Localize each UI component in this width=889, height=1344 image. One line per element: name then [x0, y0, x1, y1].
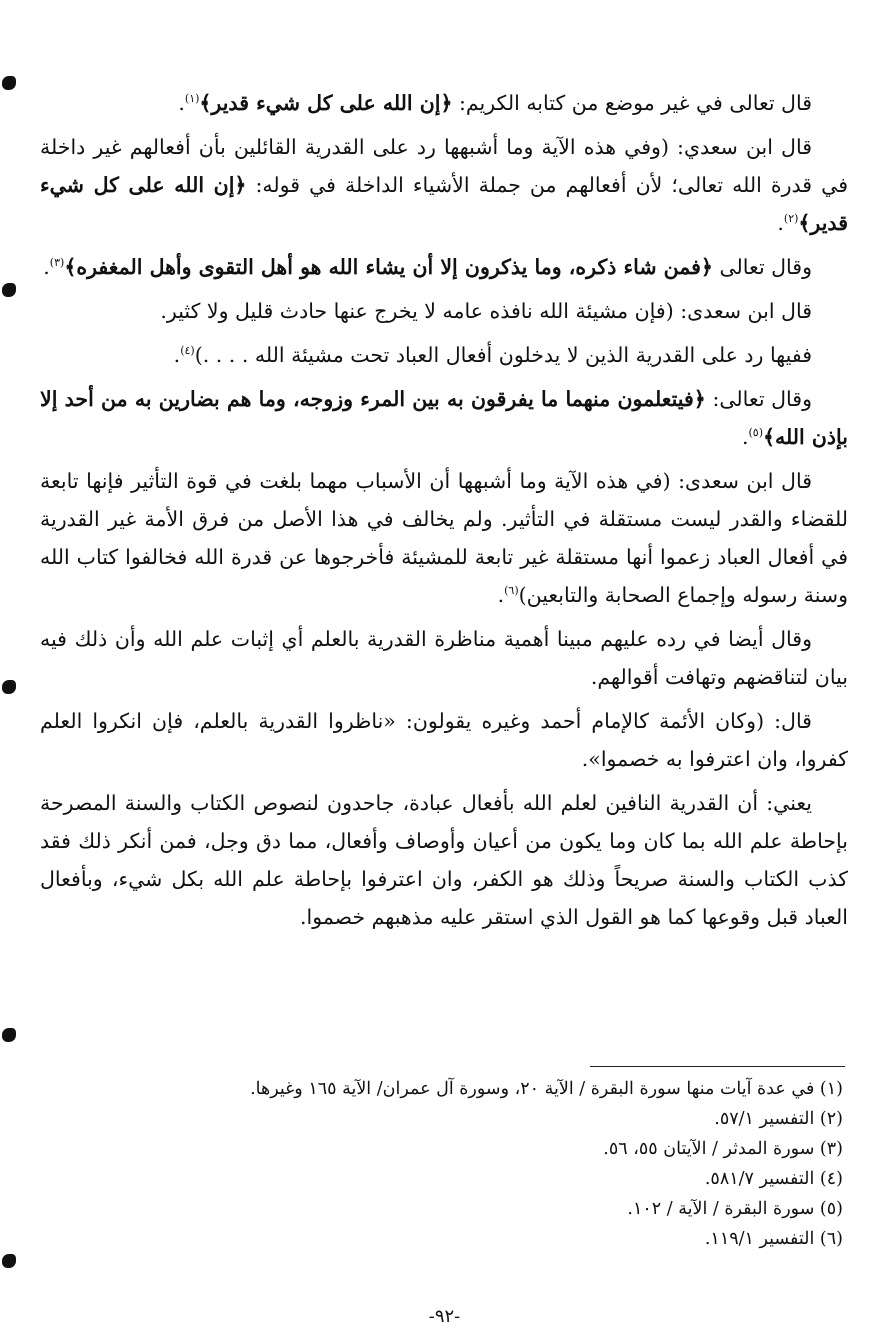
page-body	[40, 84, 848, 942]
text-run: .	[43, 255, 50, 279]
text-run: .	[173, 343, 181, 367]
paragraph-5	[40, 336, 848, 374]
margin-mark	[2, 1028, 16, 1042]
footnote-ref: (٢)	[783, 212, 799, 226]
footnote-ref: (٦)	[504, 584, 519, 598]
text-run: قال ابن سعدي: (وفي هذه الآية وما أشبهها رد على القدرية القائلين بأن أفعالهم غير داخلة في قدرة الله تعالى؛ لأن أفعالهم من جملة الأشياء الداخلة في قوله:	[40, 135, 849, 197]
text-run: .	[741, 425, 749, 449]
footnote-3: (٣) سورة المدثر / الآيتان ٥٥، ٥٦.	[603, 1139, 843, 1159]
margin-mark	[2, 680, 16, 694]
paragraph-10	[40, 784, 848, 936]
paragraph-1	[40, 84, 848, 122]
text-run: قال ابن سعدى: (فإن مشيئة الله نافذه عامه لا يخرج عنها حادث قليل ولا كثير.	[160, 299, 812, 323]
margin-mark	[2, 76, 16, 90]
quran-verse: ﴿إن الله على كل شيء قدير﴾	[199, 91, 453, 115]
page-number: -٩٢-	[428, 1306, 461, 1327]
text-run: وقال تعالى	[712, 255, 812, 279]
paragraph-7	[40, 462, 848, 614]
text-run: .	[178, 91, 185, 115]
text-run: ففيها رد على القدرية الذين لا يدخلون أفعال العباد تحت مشيئة الله . . . .)	[194, 343, 812, 367]
footnote-ref: (٣)	[49, 256, 65, 270]
footnote-ref: (١)	[184, 92, 200, 106]
text-run: يعني: أن القدرية النافين لعلم الله بأفعال عبادة، جاحدون لنصوص الكتاب والسنة المصرحة بإحاطة علم الله بما كان وما يكون من أعيان وأوصاف وأفعال، مما دق وجل، فمن أنكر ذلك فقد كذب الكتاب والسنة صريحاً وذلك هو الكفر، وان اعترفوا بإحاطة علم الله بكل شيء، وبأفعال العباد قبل وقوعها كما هو القول الذي استقر عليه مذهبهم خصموا.	[40, 791, 848, 929]
margin-mark	[2, 283, 16, 297]
footnote-5: (٥) سورة البقرة / الآية / ١٠٢.	[627, 1199, 843, 1219]
quran-verse: ﴿إن الله على كل شيء قدير﴾	[40, 173, 848, 235]
footnote-2: (٢) التفسير ٥٧/١.	[714, 1109, 843, 1129]
footnote-6: (٦) التفسير ١١٩/١.	[704, 1229, 843, 1249]
text-run: قال ابن سعدى: (في هذه الآية وما أشبهها أن الأسباب مهما بلغت في قوة التأثير فإنها تابعة للقضاء والقدر ليست مستقلة في التأثير. ولم يخالف في هذا الأصل من فرق الأمة غير القدرية في أفعال العباد زعموا أنها مستقلة غير تابعة للمشيئة فأخرجوها عن قدرة الله فخالفوا كتاب الله وسنة رسوله وإجماع الصحابة والتابعين)	[40, 469, 848, 607]
paragraph-4	[40, 292, 848, 330]
margin-mark	[2, 1254, 16, 1268]
paragraph-9	[40, 702, 848, 778]
footnote-separator	[590, 1066, 845, 1067]
footnote-ref: (٤)	[180, 344, 195, 358]
paragraph-2	[40, 128, 848, 242]
footnotes	[43, 1074, 843, 1254]
text-run: وقال أيضا في رده عليهم مبينا أهمية مناظرة القدرية بالعلم أي إثبات علم الله وأن ذلك فيه بيان لتناقضهم وتهافت أقوالهم.	[40, 627, 848, 689]
text-run: قال تعالى في غير موضع من كتابه الكريم:	[452, 91, 812, 115]
quran-verse: ﴿فمن شاء ذكره، وما يذكرون إلا أن يشاء الله هو أهل التقوى وأهل المغفره﴾	[64, 255, 713, 279]
footnote-ref: (٥)	[748, 426, 763, 440]
text-run: وقال تعالى:	[705, 387, 812, 411]
text-run: .	[497, 583, 505, 607]
footnote-1: (١) في عدة آيات منها سورة البقرة / الآية ٢٠، وسورة آل عمران/ الآية ١٦٥ وغيرها.	[250, 1079, 843, 1099]
paragraph-3	[40, 248, 848, 286]
footnote-4: (٤) التفسير ٥٨١/٧.	[704, 1169, 843, 1189]
paragraph-8	[40, 620, 848, 696]
text-run: قال: (وكان الأئمة كالإمام أحمد وغيره يقولون: «ناظروا القدرية بالعلم، فإن انكروا العلم كفروا، وان اعترفوا به خصموا».	[40, 709, 848, 771]
text-run: .	[777, 211, 784, 235]
quran-verse: ﴿فيتعلمون منهما ما يفرقون به بين المرء وزوجه، وما هم بضارين به من أحد إلا بإذن الله﴾	[40, 387, 848, 449]
paragraph-6	[40, 380, 848, 456]
